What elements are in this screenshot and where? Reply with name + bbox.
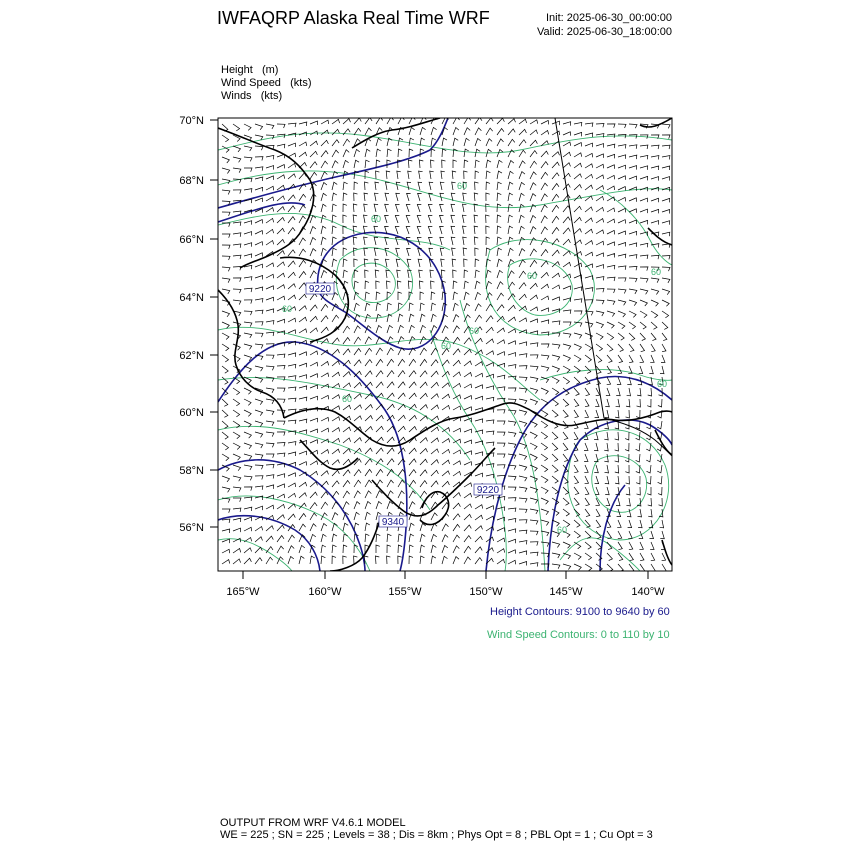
wind-label: 60 <box>526 271 538 281</box>
wind-label: 60 <box>656 379 668 389</box>
lon-tick-label: 150°W <box>469 586 503 598</box>
variable-unit: (m) <box>261 64 279 76</box>
plot-title: IWFAQRP Alaska Real Time WRF <box>217 8 490 28</box>
lon-tick-label: 140°W <box>631 586 665 598</box>
wind-label: 60 <box>468 326 480 336</box>
lat-tick-label: 68°N <box>179 175 204 187</box>
lat-tick-label: 56°N <box>179 522 204 534</box>
height-label: 9220 <box>308 284 332 295</box>
init-time: Init: 2025-06-30_00:00:00 <box>546 12 672 24</box>
height-label: 9340 <box>381 517 405 528</box>
wind-label: 60 <box>650 267 662 277</box>
latitude-axis <box>179 115 218 534</box>
lat-tick-label: 58°N <box>179 465 204 477</box>
lon-tick-label: 165°W <box>226 586 260 598</box>
wind-label: 60 <box>456 181 468 191</box>
variable-name: Winds <box>221 90 252 102</box>
model-footer-line2: WE = 225 ; SN = 225 ; Levels = 38 ; Dis = 8km ; Phys Opt = 8 ; PBL Opt = 1 ; Cu Opt = 3 <box>220 829 653 841</box>
valid-time: Valid: 2025-06-30_18:00:00 <box>537 26 672 38</box>
variable-unit: (kts) <box>290 77 312 89</box>
model-footer-line1: OUTPUT FROM WRF V4.6.1 MODEL <box>220 817 406 829</box>
lat-tick-label: 62°N <box>179 350 204 362</box>
lon-tick-label: 155°W <box>388 586 422 598</box>
lon-tick-label: 160°W <box>308 586 342 598</box>
wind-label: 60 <box>440 341 452 351</box>
lat-tick-label: 66°N <box>179 234 204 246</box>
lon-tick-label: 145°W <box>549 586 583 598</box>
wind-contours-note: Wind Speed Contours: 0 to 110 by 10 <box>487 629 670 641</box>
variable-name: Wind Speed <box>221 77 281 89</box>
lat-tick-label: 64°N <box>179 292 204 304</box>
height-contours-note: Height Contours: 9100 to 9640 by 60 <box>490 606 670 618</box>
lat-tick-label: 70°N <box>179 115 204 127</box>
wind-label: 60 <box>370 214 382 224</box>
longitude-axis <box>226 571 665 598</box>
wind-label: 60 <box>281 304 293 314</box>
variable-name: Height <box>221 64 253 76</box>
variable-unit: (kts) <box>260 90 283 102</box>
wind-label: 60 <box>341 394 353 404</box>
lat-tick-label: 60°N <box>179 407 204 419</box>
wind-label: 60 <box>556 525 568 535</box>
height-label: 9220 <box>476 485 500 496</box>
